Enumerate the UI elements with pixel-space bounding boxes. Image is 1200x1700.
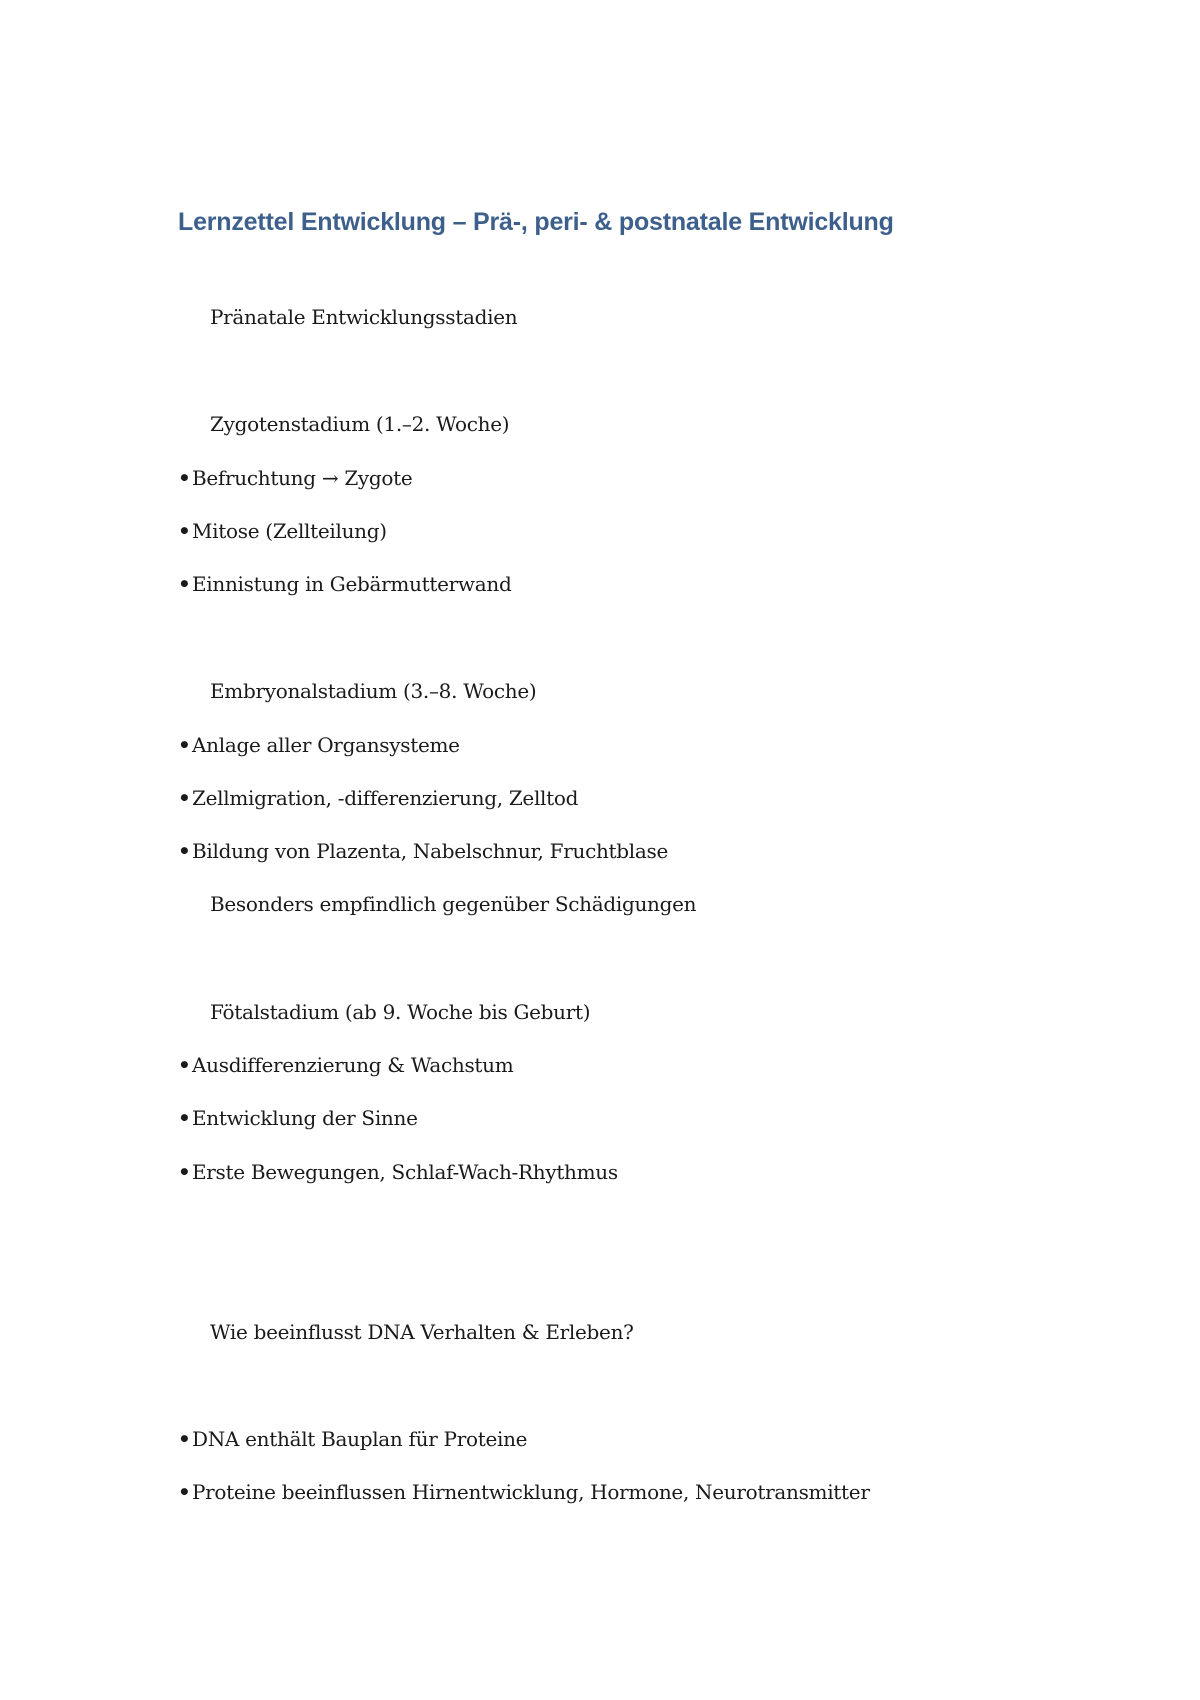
bullet-icon: • (178, 572, 191, 596)
section-heading-zygote: Zygotenstadium (1.–2. Woche) (210, 412, 510, 436)
bullet-icon: • (178, 1106, 191, 1130)
list-item (178, 838, 668, 864)
section-heading-dna: Wie beeinflusst DNA Verhalten & Erleben? (210, 1320, 634, 1344)
list-item-text: DNA enthält Bauplan für Proteine (192, 1427, 528, 1451)
list-item-text: Mitose (Zellteilung) (192, 519, 387, 543)
bullet-icon: • (178, 1053, 191, 1077)
list-item (178, 518, 387, 544)
bullet-icon: • (178, 466, 191, 490)
list-item-text: Ausdifferenzierung & Wachstum (192, 1053, 514, 1077)
bullet-icon: • (178, 786, 191, 810)
list-item (178, 785, 578, 811)
bullet-icon: • (178, 1480, 191, 1504)
list-item (178, 571, 511, 597)
list-item-text: Anlage aller Organsysteme (192, 733, 460, 757)
list-item (178, 1105, 418, 1131)
intro-heading: Pränatale Entwicklungsstadien (210, 305, 518, 329)
list-item-text: Erste Bewegungen, Schlaf-Wach-Rhythmus (192, 1160, 618, 1184)
list-item (178, 1479, 870, 1505)
list-item (178, 1052, 513, 1078)
list-item-text: Proteine beeinflussen Hirnentwicklung, Hormone, Neurotransmitter (192, 1480, 870, 1504)
bullet-icon: • (178, 733, 191, 757)
bullet-icon: • (178, 1427, 191, 1451)
bullet-icon: • (178, 839, 191, 863)
section-heading-fetal: Fötalstadium (ab 9. Woche bis Geburt) (210, 1000, 591, 1024)
list-item-text: Zellmigration, -differenzierung, Zelltod (192, 786, 579, 810)
list-item (178, 1159, 618, 1185)
list-item-text: Befruchtung → Zygote (192, 466, 413, 490)
document-title: Lernzettel Entwicklung – Prä-, peri- & postnatale Entwicklung (178, 208, 894, 236)
list-item-text: Entwicklung der Sinne (192, 1106, 418, 1130)
list-item (178, 465, 412, 491)
list-item-text: Bildung von Plazenta, Nabelschnur, Fruchtblase (192, 839, 669, 863)
section-note: Besonders empfindlich gegenüber Schädigungen (210, 892, 697, 916)
list-item-text: Einnistung in Gebärmutterwand (192, 572, 512, 596)
list-item (178, 1426, 527, 1452)
bullet-icon: • (178, 519, 191, 543)
section-heading-embryo: Embryonalstadium (3.–8. Woche) (210, 679, 537, 703)
bullet-icon: • (178, 1160, 191, 1184)
list-item (178, 732, 460, 758)
